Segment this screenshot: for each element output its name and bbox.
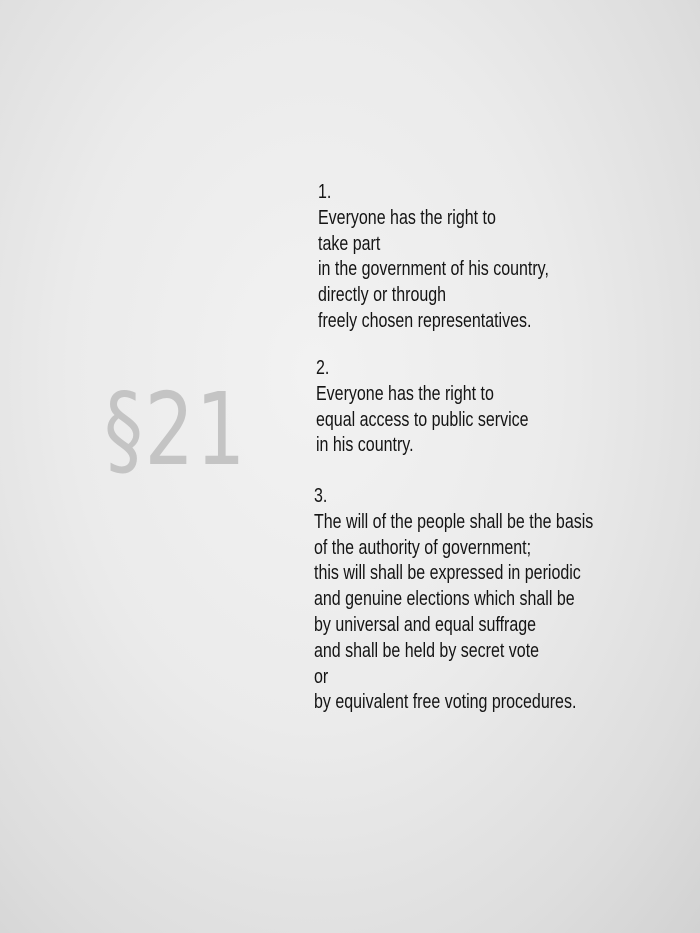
- clause-line: or: [314, 665, 329, 688]
- clause-line: in his country.: [316, 434, 414, 457]
- clause-line: in the government of his country,: [318, 258, 549, 281]
- section-number: §21: [104, 371, 247, 488]
- clause-line: directly or through: [318, 284, 447, 307]
- clause-line: take part: [318, 232, 381, 255]
- clause-line: of the authority of government;: [314, 536, 532, 559]
- clause-line: by equivalent free voting procedures.: [314, 691, 577, 714]
- clause-line: Everyone has the right to: [316, 382, 494, 405]
- clause-3: [314, 484, 663, 716]
- clause-number: 3.: [314, 485, 328, 507]
- clause-line: equal access to public service: [316, 408, 529, 431]
- clause-number: 2.: [316, 357, 330, 379]
- clause-1: [318, 180, 607, 335]
- clause-line: freely chosen representatives.: [318, 309, 532, 332]
- clause-line: this will shall be expressed in periodic: [314, 562, 581, 585]
- clause-2: [316, 356, 582, 459]
- clause-line: by universal and equal suffrage: [314, 613, 537, 636]
- clause-line: Everyone has the right to: [318, 206, 496, 229]
- clause-number: 1.: [318, 181, 332, 203]
- clause-line: The will of the people shall be the basis: [314, 510, 594, 533]
- clause-line: and shall be held by secret vote: [314, 639, 540, 662]
- clause-line: and genuine elections which shall be: [314, 588, 575, 611]
